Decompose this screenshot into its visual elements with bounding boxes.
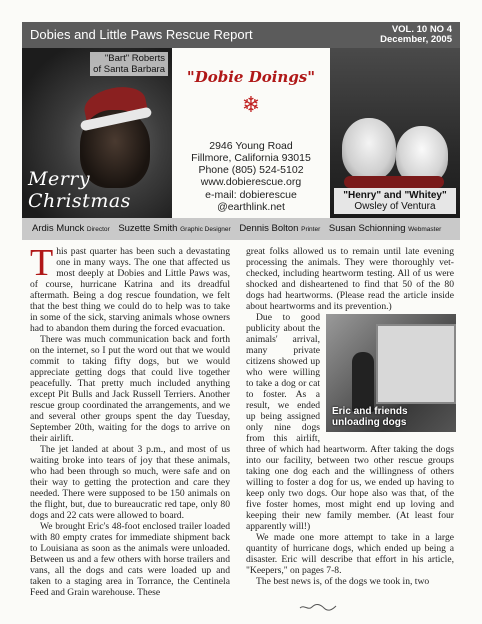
photo-left-caption xyxy=(90,52,168,76)
article-paragraph: We brought Eric's 48-foot enclosed trailer loaded with 80 empty crates for immediate shipment back to Louisiana as soon as the animals were unloaded. Between us and a few others with horse trailers and vans, all the dogs and cats were loaded up and taken to a staging area in Torrance, the Centinela Feed and Grain warehouse. These xyxy=(30,521,230,598)
merry-christmas-text: Merry Christmas xyxy=(28,168,131,212)
credit-name: Dennis Bolton xyxy=(239,223,299,234)
issue-date: December, 2005 xyxy=(380,34,452,45)
address-city: Fillmore, California 93015 xyxy=(191,152,311,164)
photo-right-caption-place: Owsley of Ventura xyxy=(354,201,436,212)
drop-cap: T xyxy=(30,242,54,284)
person-graphic xyxy=(352,352,374,412)
newsletter-title: Dobies and Little Paws Rescue Report xyxy=(30,27,253,42)
white-dog-graphic xyxy=(342,118,396,180)
article-column-left xyxy=(30,242,230,598)
volume-number: VOL. 10 NO 4 xyxy=(391,24,452,35)
photo-left-caption-name: "Bart" Roberts xyxy=(104,53,165,64)
newsletter-header-bar xyxy=(22,22,460,48)
article-paragraph: We made one more attempt to take in a large quantity of hurricane dogs, which ended up being a disaster. Eric will describe that effort in his article, "Keepers," on pages 7-8. xyxy=(246,532,454,576)
article-paragraph: his past quarter has been such a devastating one in many ways. The one that affected us most deeply at Dobies and Little Paws was, of course, hurricane Katrina and its dreadful aftermath. Being a dog rescue foundation, we felt that the best thing we could do to help was to take in some of the sick, starving animals whose owners had to abandon them during the forced evacuation. xyxy=(30,246,230,334)
inset-photo-caption: Eric and friends unloading dogs xyxy=(332,406,408,428)
credit-role: Graphic Designer xyxy=(180,226,231,233)
address-street: 2946 Young Road xyxy=(209,140,293,152)
article-paragraph: Due to good publicity about the animals' arrival, many private citizens showed up who were willing to take a dog or cat to foster. As a result, we ended up being assigned only nine dogs from this airlift, three of which had heartworm. After taking the dogs into our facility, between two other rescue groups taking one dog each and the willingness of others willing to foster a dog for us, we ended up having to keep only two dogs. Our hope also was that, of the five foster homes, most might end up loving and keeping their new family member. (At least four apparently will!) xyxy=(246,312,454,532)
credit-name: Susan Schionning xyxy=(328,223,406,234)
photo-right-caption xyxy=(334,188,456,214)
photo-right-caption-names: "Henry" and "Whitey" xyxy=(343,190,447,201)
email-domain[interactable]: @earthlink.net xyxy=(217,201,285,213)
photo-henry-whitey xyxy=(330,48,460,218)
article-column-right xyxy=(246,246,454,587)
trailer-graphic xyxy=(376,324,456,404)
issue-info xyxy=(380,25,452,45)
article-paragraph: great folks allowed us to remain until late evening processing the animals. They were thoroughly vet-checked, including heartworm testing. All of us were shocked and disheartened to find that 50 of the 80 dogs had heartworms. (Please read the article inside about heartworms and its prevention.) xyxy=(246,246,454,312)
photo-bart-christmas xyxy=(22,48,172,218)
credit-role: Webmaster xyxy=(408,226,442,233)
masthead xyxy=(172,48,330,218)
article-paragraph: There was much communication back and forth on the internet, so I put the word out that we would commit to taking fifty dogs, but we would appreciate getting dogs that could live together peacefully. That pretty much included anything except Pit Bulls and Jack Russell Terriers. Another rescue group coordinated the arrangements, and we and several other groups spent the day Tuesday, September 20th, waiting for the dogs to arrive on their airlift. xyxy=(30,334,230,444)
dobie-doings-logo: "Dobie Doings" xyxy=(186,68,316,86)
website-link[interactable]: www.dobierescue.org xyxy=(200,176,302,188)
photo-eric-unloading xyxy=(326,314,456,432)
phone-number: Phone (805) 524-5102 xyxy=(198,164,304,176)
credit-role: Printer xyxy=(301,226,321,233)
snowflake-icon: ❄ xyxy=(241,92,261,117)
credit-name: Ardis Munck xyxy=(32,223,85,234)
credit-name: Suzette Smith xyxy=(118,223,178,234)
article-paragraph: The best news is, of the dogs we took in, two xyxy=(256,576,430,587)
article-paragraph: The jet landed at about 3 p.m., and most of us waiting broke into tears of joy that these animals, who had been through so much, were safe and on their way to getting the protection and care they needed. There were supposed to be 150 animals on the flight, but, due to bureaucratic red tape, only 80 dogs and 22 cats were allowed to board. xyxy=(30,444,230,521)
continued-squiggle-icon xyxy=(298,602,338,612)
photo-left-caption-place: of Santa Barbara xyxy=(93,64,165,75)
staff-credits-bar xyxy=(22,218,460,240)
credit-role: Director xyxy=(86,226,110,233)
email-label[interactable]: e-mail: dobierescue xyxy=(205,189,297,201)
